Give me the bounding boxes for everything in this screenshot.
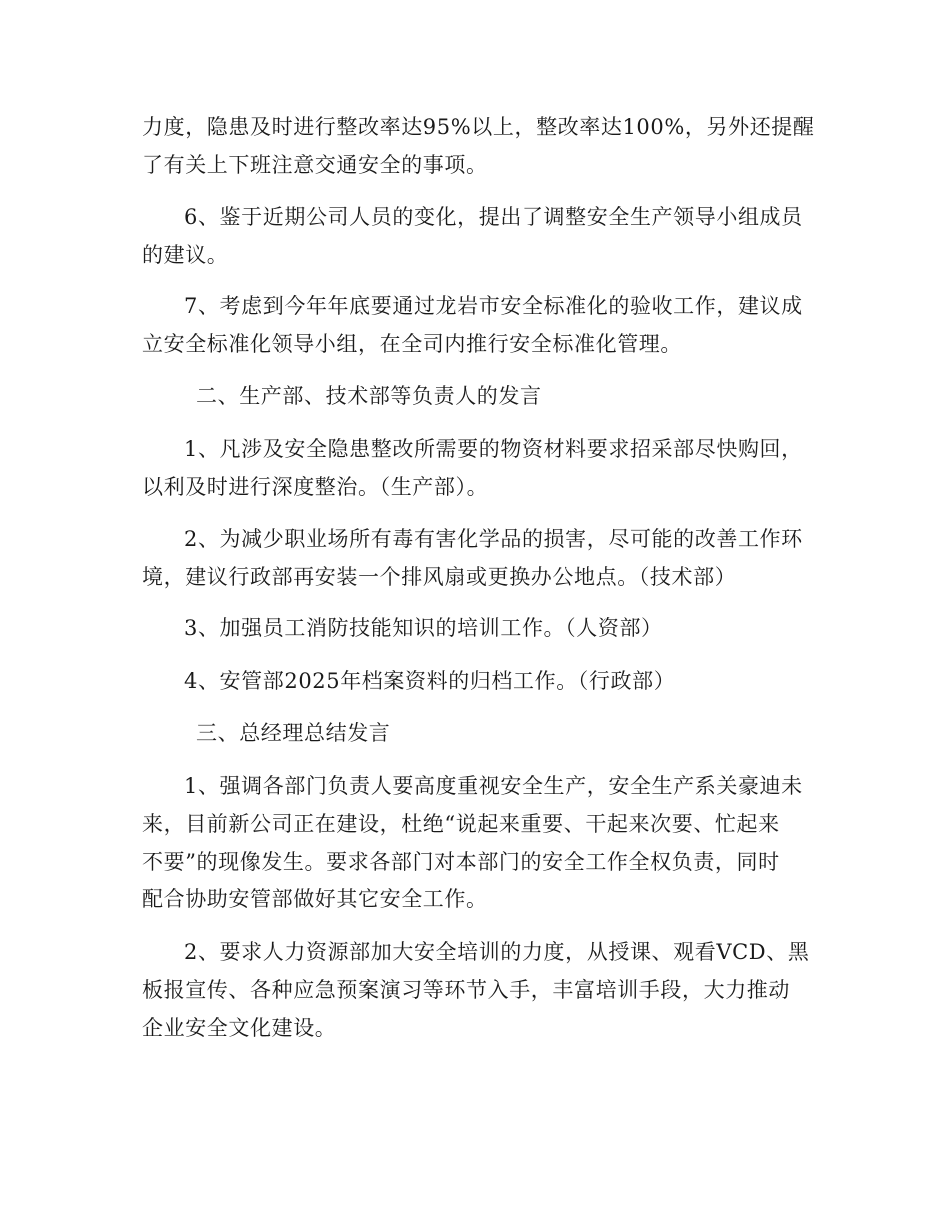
section-2-item-1-line-2: 以利及时进行深度整治。（生产部）。: [142, 475, 489, 499]
section-3-item-1-line-2: 来，目前新公司正在建设，杜绝“说起来重要、干起来次要、忙起来: [142, 812, 780, 836]
section-2-item-2-line-1: 2、为减少职业场所有毒有害化学品的损害，尽可能的改善工作环: [184, 527, 803, 551]
section-3-item-1-line-3: 不要”的现像发生。要求各部门对本部门的安全工作全权负责，同时: [142, 850, 780, 874]
section-2-item-1-line-1: 1、凡涉及安全隐患整改所需要的物资材料要求招采部尽快购回，: [184, 437, 803, 461]
section-3-item-1-line-4: 配合协助安管部做好其它安全工作。: [142, 887, 488, 911]
section-2-item-4: 4、安管部2025年档案资料的归档工作。（行政部）: [184, 669, 676, 693]
section-2-item-3: 3、加强员工消防技能知识的培训工作。（人资部）: [184, 616, 663, 640]
section-3-item-1-line-1: 1、强调各部门负责人要高度重视安全生产，安全生产系关豪迪未: [184, 774, 803, 798]
section-3-item-2-line-2: 板报宣传、各种应急预案演习等环节入手，丰富培训手段，大力推动: [142, 978, 790, 1002]
paragraph-1-line-2: 了有关上下班注意交通安全的事项。: [142, 153, 488, 177]
section-2-item-2-line-2: 境，建议行政部再安装一个排风扇或更换办公地点。（技术部）: [142, 565, 737, 589]
section-3-item-2-line-1: 2、要求人力资源部加大安全培训的力度，从授课、观看VCD、黑: [184, 940, 810, 964]
section-heading-2: 二、生产部、技术部等负责人的发言: [196, 384, 542, 408]
section-heading-3: 三、总经理总结发言: [196, 721, 391, 745]
item-7-line-2: 立安全标准化领导小组，在全司内推行安全标准化管理。: [142, 332, 682, 356]
item-6-line-1: 6、鉴于近期公司人员的变化，提出了调整安全生产领导小组成员: [184, 205, 803, 229]
section-3-item-2-line-3: 企业安全文化建设。: [142, 1016, 337, 1040]
paragraph-1-line-1: 力度，隐患及时进行整改率达95%以上，整改率达100%，另外还提醒: [142, 115, 815, 139]
item-7-line-1: 7、考虑到今年年底要通过龙岩市安全标准化的验收工作，建议成: [184, 294, 803, 318]
item-6-line-2: 的建议。: [142, 243, 229, 267]
